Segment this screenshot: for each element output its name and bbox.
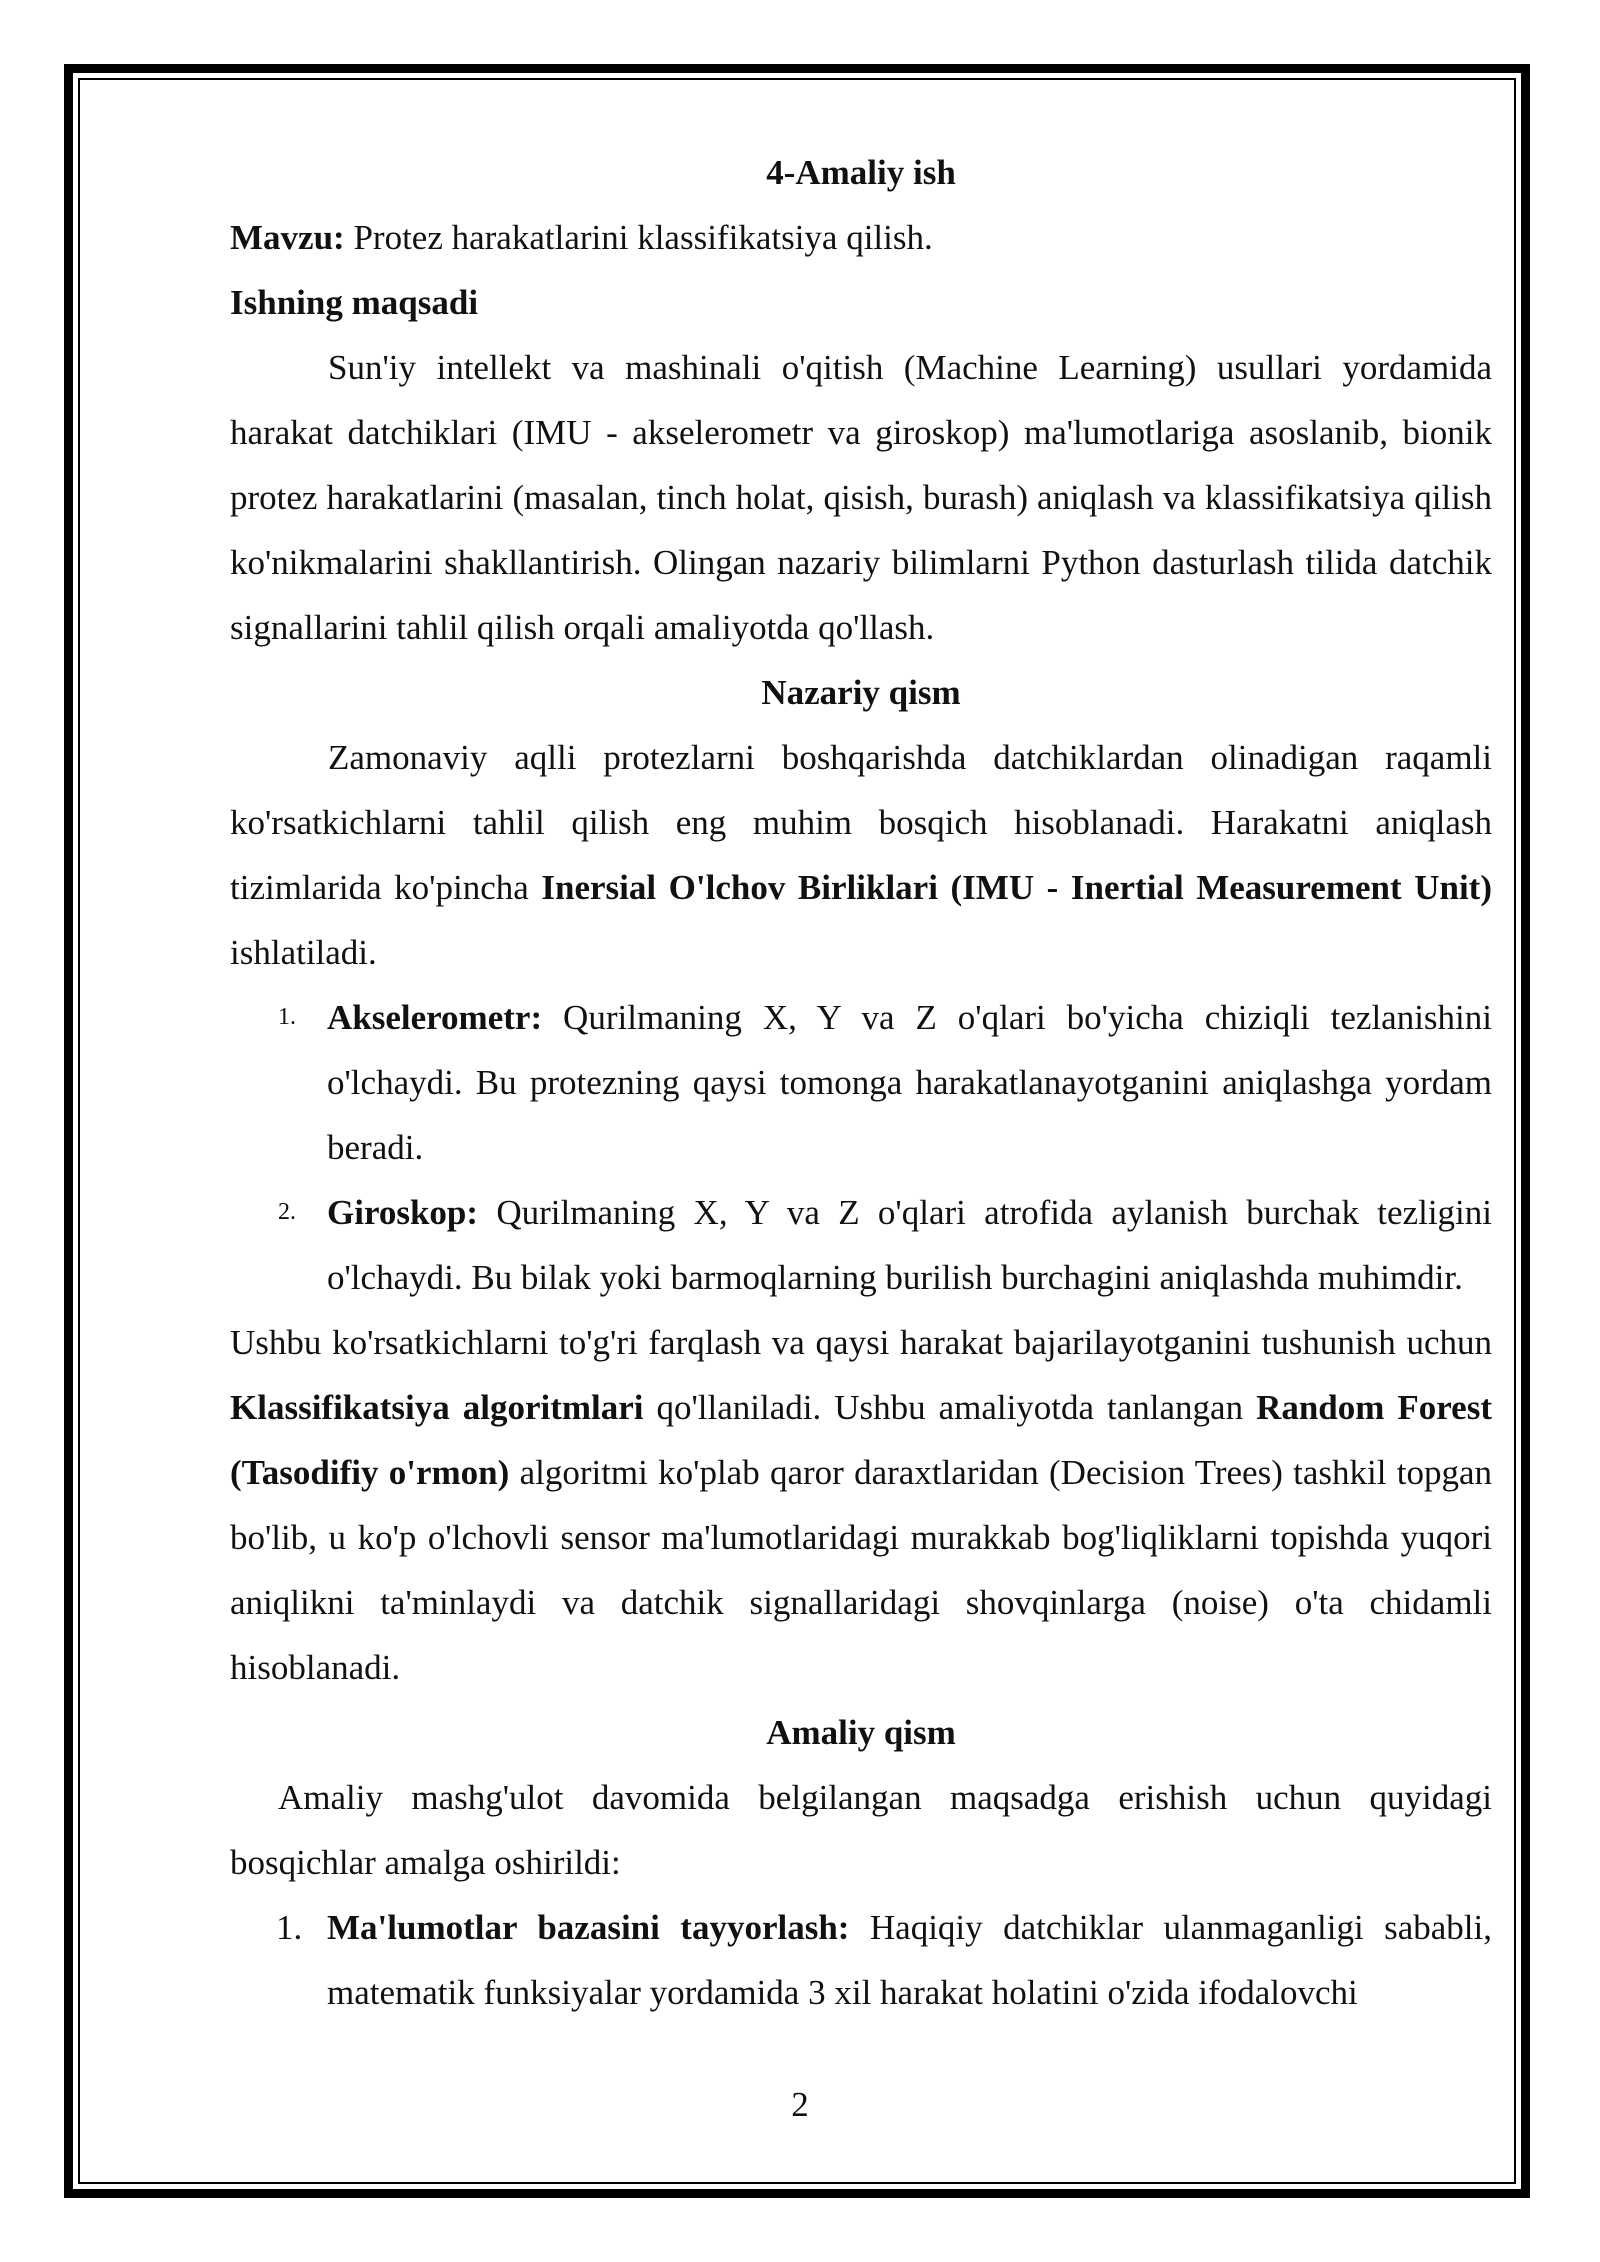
list-item	[230, 985, 1492, 1180]
goal-paragraph: Sun'iy intellekt va mashinali o'qitish (Machine Learning) usullari yordamida harakat datchiklari (IMU - akselerometr va giroskop) ma'lumotlariga asoslanib, bionik protez harakatlarini (masalan, tinch holat, qisish, burash) aniqlash va klassifikatsiya qilish ko'nikmalarini shakllantirish. Olingan nazariy bilimlarni Python dasturlash tilida datchik signallarini tahlil qilish orqali amaliyotda qo'llash.	[230, 348, 1492, 647]
list-number: 1.	[278, 1004, 296, 1030]
theory-paragraph-1: Zamonaviy aqlli protezlarni boshqarishda datchiklardan olinadigan raqamli ko'rsatkichlarni tahlil qilish eng muhim bosqich hisoblanadi. Harakatni aniqlash tizimlarida ko'pincha Inersial O'lchov Birliklari (IMU - Inertial Measurement Unit) ishlatiladi.	[230, 738, 1492, 972]
list-item-label: Giroskop:	[327, 1193, 479, 1232]
topic-line	[230, 205, 1492, 270]
list-item-label: Ma'lumotlar bazasini tayyorlash:	[327, 1908, 850, 1947]
practice-list	[230, 1895, 1492, 2025]
document-title: 4-Amaliy ish	[766, 153, 956, 192]
topic-text: Protez harakatlarini klassifikatsiya qilish.	[344, 218, 933, 257]
list-item-label: Akselerometr:	[327, 998, 543, 1037]
document-body	[230, 140, 1492, 2025]
practice-heading: Amaliy qism	[766, 1713, 956, 1752]
list-item-text: Haqiqiy datchiklar ulanmaganligi sababli, matematik funksiyalar yordamida 3 xil harakat holatini o'zida ifodalovchi	[327, 1908, 1492, 2012]
list-item	[230, 1180, 1492, 1310]
practice-intro: Amaliy mashg'ulot davomida belgilangan maqsadga erishish uchun quyidagi bosqichlar amalga oshirildi:	[230, 1778, 1492, 1882]
list-item-text: Qurilmaning X, Y va Z o'qlari bo'yicha chiziqli tezlanishini o'lchaydi. Bu protezning qaysi tomonga harakatlanayotganini aniqlashga yordam beradi.	[327, 998, 1492, 1167]
page-number: 2	[791, 2085, 809, 2124]
theory-list	[230, 985, 1492, 1310]
list-item	[230, 1895, 1492, 2025]
theory-paragraph-2: Ushbu ko'rsatkichlarni to'g'ri farqlash va qaysi harakat bajarilayotganini tushunish uchun Klassifikatsiya algoritmlari qo'llaniladi. Ushbu amaliyotda tanlangan Random Forest (Tasodifiy o'rmon) algoritmi ko'plab qaror daraxtlaridan (Decision Trees) tashkil topgan bo'lib, u ko'p o'lchovli sensor ma'lumotlaridagi murakkab bog'liqliklarni topishda yuqori aniqlikni ta'minlaydi va datchik signallaridagi shovqinlarga (noise) o'ta chidamli hisoblanadi.	[230, 1323, 1493, 1687]
goal-heading: Ishning maqsadi	[230, 283, 479, 322]
list-number: 1.	[276, 1908, 303, 1947]
list-item-text: Qurilmaning X, Y va Z o'qlari atrofida aylanish burchak tezligini o'lchaydi. Bu bilak yoki barmoqlarning burilish burchagini aniqlashda muhimdir.	[327, 1193, 1492, 1297]
topic-label: Mavzu:	[230, 218, 345, 257]
list-number: 2.	[278, 1199, 296, 1225]
theory-heading: Nazariy qism	[761, 673, 961, 712]
